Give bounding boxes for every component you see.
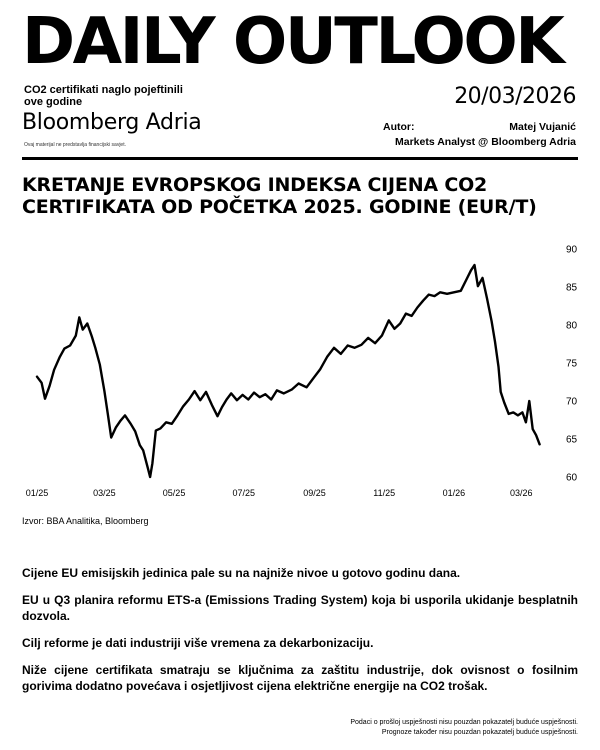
key-point: Cijene EU emisijskih jedinica pale su na najniže nivoe u gotovo godinu dana. <box>22 566 461 580</box>
chart-title: KRETANJE EVROPSKOG INDEKSA CIJENA CO2 CERTIFIKATA OD POČETKA 2025. GODINE (EUR/T) <box>22 174 537 218</box>
y-tick-label: 65 <box>566 434 578 446</box>
price-line-chart <box>0 230 600 500</box>
x-tick-label: 01/26 <box>442 488 466 498</box>
y-tick-label: 75 <box>566 358 578 370</box>
author-name: Matej Vujanić <box>509 121 576 133</box>
footnote-line: Prognoze također nisu pouzdan pokazatelj buduće uspješnosti. <box>381 729 578 736</box>
x-tick-label: 05/25 <box>162 488 186 498</box>
x-tick-label: 03/26 <box>510 488 533 498</box>
y-tick-label: 60 <box>566 472 578 484</box>
x-tick-label: 03/25 <box>93 488 116 498</box>
brand-logo: Bloomberg Adria <box>22 110 202 135</box>
report-date: 20/03/2026 <box>454 84 576 109</box>
masthead-title: DAILY OUTLOOK <box>22 5 563 79</box>
report-subtitle: CO2 certifikati naglo pojeftinili ove godine <box>24 84 183 108</box>
x-tick-label: 07/25 <box>232 488 256 498</box>
price-series-line <box>37 265 540 477</box>
x-tick-label: 09/25 <box>303 488 326 498</box>
author-role: Markets Analyst @ Bloomberg Adria <box>394 136 576 148</box>
footnote <box>350 718 578 738</box>
key-point: Cilj reforme je dati industriji više vremena za dekarbonizaciju. <box>22 636 374 650</box>
disclaimer-text: Ovaj materijal ne predstavlja financijski savjet. <box>24 142 126 148</box>
y-tick-label: 85 <box>566 282 578 294</box>
header-divider <box>22 157 578 160</box>
chart-source: Izvor: BBA Analitika, Bloomberg <box>22 516 149 526</box>
y-tick-label: 90 <box>566 244 578 256</box>
key-point: Niže cijene certifikata smatraju se ključnima za zaštitu industrije, dok ovisnost o fosilnim gorivima dodatno povećava i osjetljivost cijena električne energije na CO2 trošak. <box>22 663 578 693</box>
key-points-list <box>22 565 578 705</box>
x-tick-label: 11/25 <box>373 488 396 498</box>
y-tick-label: 80 <box>566 320 578 332</box>
x-tick-label: 01/25 <box>25 488 49 498</box>
author-label: Autor: <box>383 121 415 133</box>
footnote-line: Podaci o prošloj uspješnosti nisu pouzdan pokazatelj buduće uspješnosti. <box>350 719 578 726</box>
key-point: EU u Q3 planira reformu ETS-a (Emissions Trading System) koja bi usporila ukidanje besplatnih dozvola. <box>22 593 578 623</box>
y-tick-label: 70 <box>566 396 578 408</box>
